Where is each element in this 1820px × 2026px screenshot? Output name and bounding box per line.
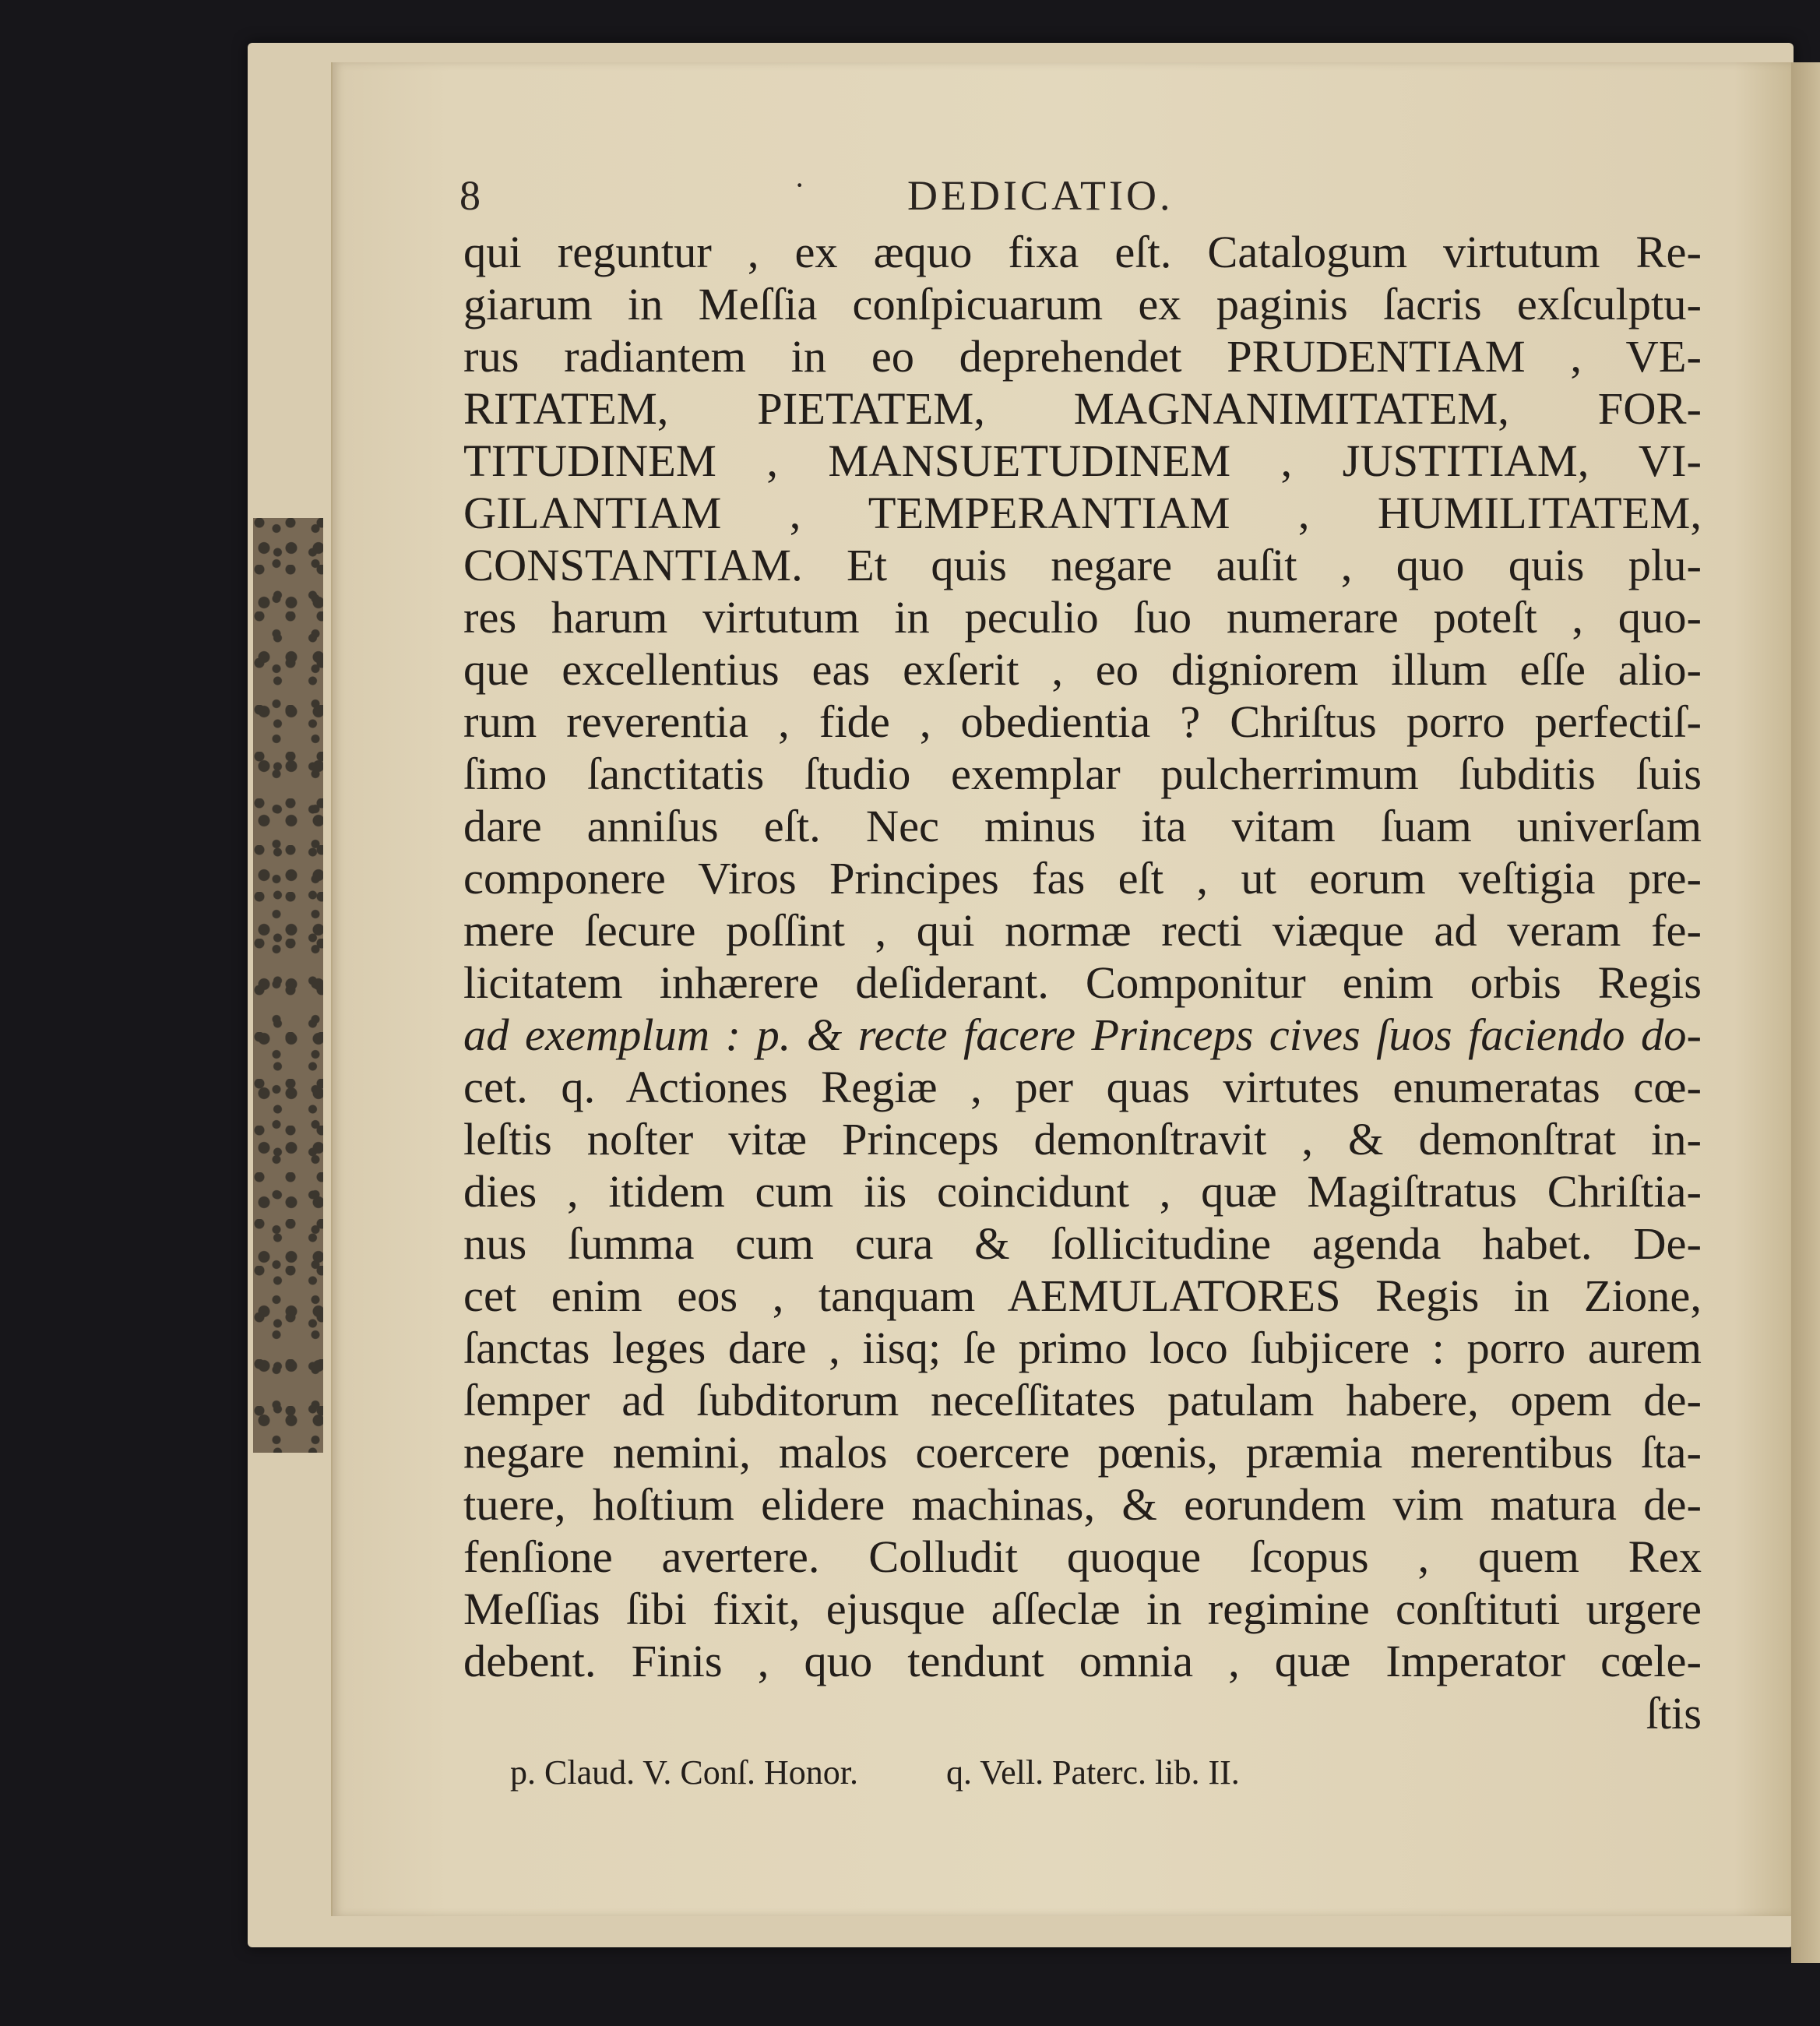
text-line: qui reguntur , ex æquo fixa eſt. Catalogum virtutum Re-	[463, 227, 1702, 277]
text-line: dare anniſus eſt. Nec minus ita vitam ſuam univerſam	[463, 801, 1702, 851]
body-text	[463, 226, 1702, 1739]
text-line: rus radiantem in eo deprehendet PRUDENTIAM , VE-	[463, 331, 1702, 382]
text-line: rum reverentia , fide , obedientia ? Chriſtus porro perfectiſ-	[463, 696, 1702, 747]
footnote-q: q. Vell. Paterc. lib. II.	[946, 1753, 1240, 1792]
text-line: TITUDINEM , MANSUETUDINEM , JUSTITIAM, VI-	[463, 435, 1702, 486]
text-line: componere Viros Principes fas eſt , ut eorum veſtigia pre-	[463, 853, 1702, 904]
catchword: ſtis	[1646, 1688, 1702, 1739]
book-spine	[253, 518, 323, 1453]
page-title: DEDICATIO.	[907, 172, 1174, 219]
text-line: ſimo ſanctitatis ſtudio exemplar pulcherrimum ſubditis ſuis	[463, 749, 1702, 799]
text-line: RITATEM, PIETATEM, MAGNANIMITATEM, FOR-	[463, 383, 1702, 434]
text-line: leſtis noſter vitæ Princeps demonſtravit , & demonſtrat in-	[463, 1114, 1702, 1165]
facing-page-edge	[1791, 62, 1820, 1963]
text-line: tuere, hoſtium elidere machinas, & eorundem vim matura de-	[463, 1479, 1702, 1530]
text-line: que excellentius eas exſerit , eo digniorem illum eſſe alio-	[463, 644, 1702, 695]
text-line: res harum virtutum in peculio ſuo numerare poteſt , quo-	[463, 592, 1702, 643]
text-line: CONSTANTIAM. Et quis negare auſit , quo quis plu-	[463, 540, 1702, 590]
footnote-p: p. Claud. V. Conſ. Honor.	[510, 1753, 858, 1792]
footnotes	[510, 1753, 1445, 1799]
page-number: 8	[459, 172, 484, 219]
text-line: ſemper ad ſubditorum neceſſitates patulam habere, opem de-	[463, 1375, 1702, 1425]
text-line: ad exemplum : p. & recte facere Princeps cives ſuos faciendo do-	[463, 1009, 1702, 1060]
text-line: negare nemini, malos coercere pœnis, præmia merentibus ſta-	[463, 1427, 1702, 1478]
text-line: mere ſecure poſſint , qui normæ recti viæque ad veram fe-	[463, 905, 1702, 956]
text-line: ſanctas leges dare , iisq; ſe primo loco ſubjicere : porro aurem	[463, 1323, 1702, 1373]
text-line: dies , itidem cum iis coincidunt , quæ Magiſtratus Chriſtia-	[463, 1166, 1702, 1217]
header-mark: ·	[794, 167, 808, 203]
text-line: licitatem inhærere deſiderant. Componitur enim orbis Regis	[463, 957, 1702, 1008]
text-line: giarum in Meſſia conſpicuarum ex paginis ſacris exſculptu-	[463, 279, 1702, 329]
text-line: nus ſumma cum cura & ſollicitudine agenda habet. De-	[463, 1218, 1702, 1269]
running-header	[459, 167, 1706, 226]
text-line: cet. q. Actiones Regiæ , per quas virtutes enumeratas cœ-	[463, 1062, 1702, 1112]
text-line: cet enim eos , tanquam AEMULATORES Regis in Zione,	[463, 1270, 1702, 1321]
text-line: fenſione avertere. Colludit quoque ſcopus , quem Rex	[463, 1531, 1702, 1582]
text-line: debent. Finis , quo tendunt omnia , quæ Imperator cœle-	[463, 1636, 1702, 1686]
text-line: GILANTIAM , TEMPERANTIAM , HUMILITATEM,	[463, 488, 1702, 538]
text-line: Meſſias ſibi fixit, ejusque aſſeclæ in regimine conſtituti urgere	[463, 1584, 1702, 1634]
